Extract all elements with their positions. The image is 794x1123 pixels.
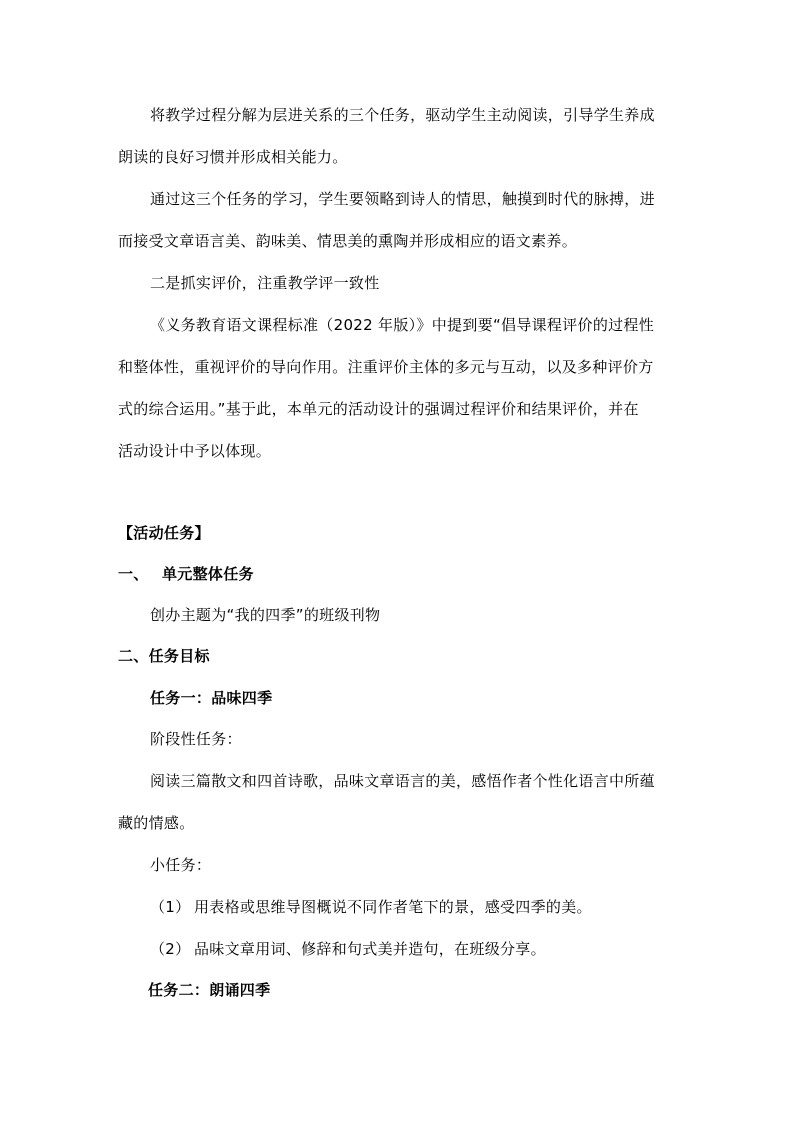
section-2-heading: 二、任务目标 [118, 647, 210, 665]
paragraph-4-line-1: 《义务教育语文课程标准（2022 年版）》中提到要“倡导课程评价的过程性 [150, 316, 655, 334]
section-1-body: 创办主题为“我的四季”的班级刊物 [150, 606, 381, 624]
task-1-stage-line-1: 阅读三篇散文和四首诗歌，品味文章语言的美，感悟作者个性化语言中所蕴 [150, 772, 655, 790]
task-2-title: 任务二：朗诵四季 [148, 981, 271, 999]
task-1-title: 任务一：品味四季 [150, 689, 273, 707]
paragraph-4-line-2: 和整体性，重视评价的导向作用。注重评价主体的多元与互动，以及多种评价方 [118, 358, 654, 376]
paragraph-4-line-4: 活动设计中予以体现。 [118, 442, 272, 460]
task-1-item-1 [150, 897, 592, 917]
task-1-stage-label: 阶段性任务： [150, 730, 242, 748]
paragraph-4-line-3: 式的综合运用。”基于此，本单元的活动设计的强调过程评价和结果评价，并在 [118, 400, 639, 418]
paragraph-3: 二是抓实评价，注重教学评一致性 [150, 274, 380, 292]
paragraph-2-line-1: 通过这三个任务的学习，学生要领略到诗人的情思，触摸到时代的脉搏，进 [150, 190, 655, 208]
task-1-item-2-number: （2） [150, 940, 191, 958]
section-1-title: 单元整体任务 [162, 565, 254, 583]
paragraph-1-line-1: 将教学过程分解为层进关系的三个任务，驱动学生主动阅读，引导学生养成 [150, 106, 655, 124]
paragraph-2-line-2: 而接受文章语言美、韵味美、情思美的熏陶并形成相应的语文素养。 [118, 232, 578, 250]
section-1-number: 一、 [118, 565, 149, 583]
task-1-small-label: 小任务： [150, 856, 212, 874]
task-1-item-2-text: 品味文章用词、修辞和句式美并造句，在班级分享。 [194, 940, 546, 958]
paragraph-1-line-2: 朗读的良好习惯并形成相关能力。 [118, 148, 348, 166]
activity-heading: 【活动任务】 [118, 524, 210, 542]
task-1-stage-line-2: 藏的情感。 [118, 814, 195, 832]
section-1-heading [118, 564, 254, 584]
task-1-item-1-number: （1） [150, 898, 191, 916]
task-1-item-1-text: 用表格或思维导图概说不同作者笔下的景，感受四季的美。 [194, 898, 592, 916]
task-1-item-2 [150, 939, 546, 959]
